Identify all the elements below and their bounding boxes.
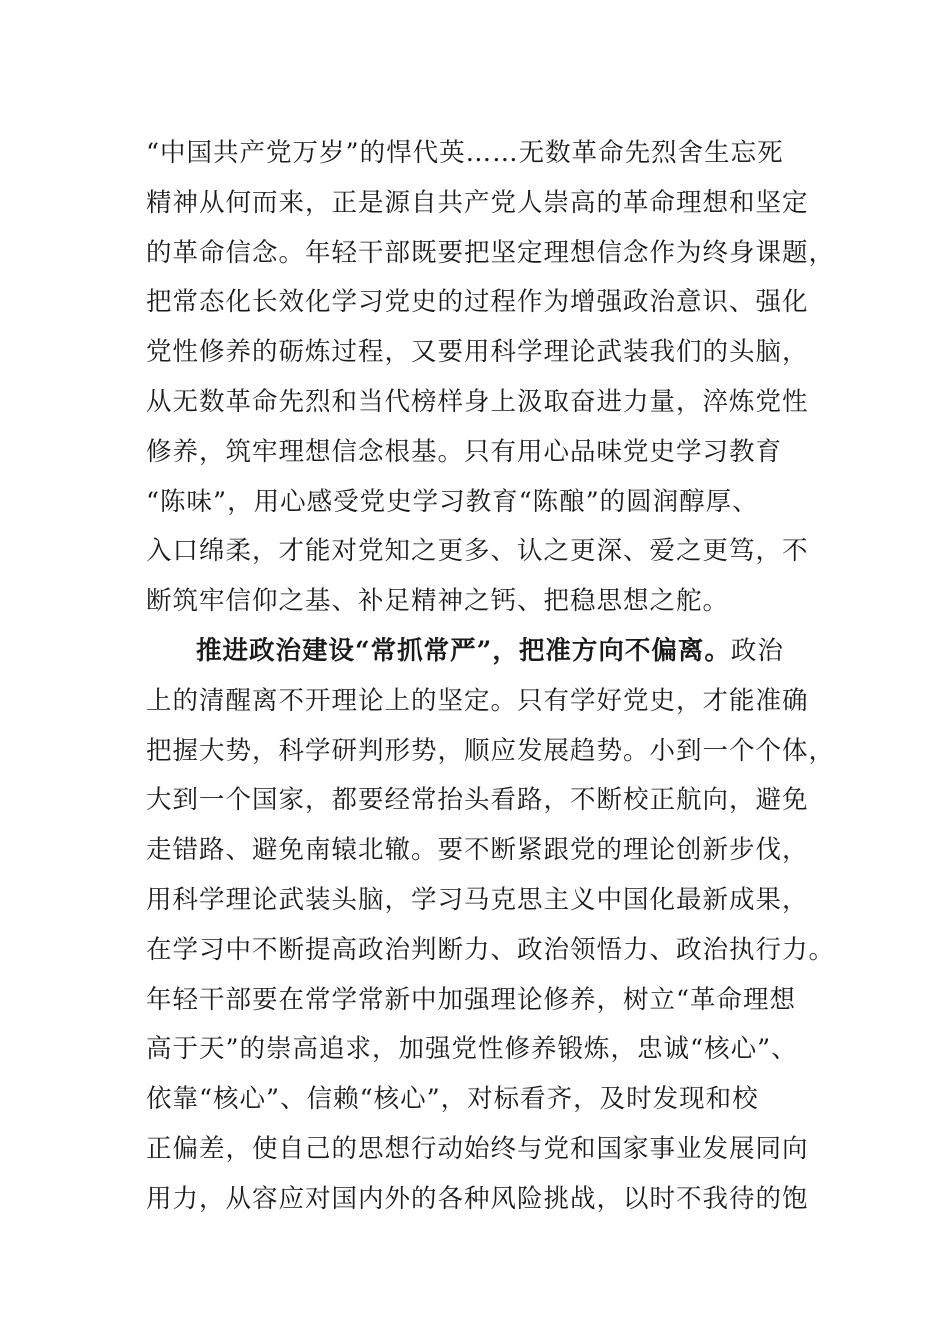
text-line: 用力，从容应对国内外的各种风险挑战，以时不我待的饱 bbox=[146, 1183, 809, 1214]
text-line: 正偏差，使自己的思想行动始终与党和国家事业发展同向 bbox=[146, 1133, 809, 1164]
text-line: 精神从何而来，正是源自共产党人崇高的革命理想和坚定 bbox=[146, 187, 809, 218]
text-line: 年轻干部要在常学常新中加强理论修养，树立“革命理想 bbox=[146, 984, 797, 1015]
text-line: 上的清醒离不开理论上的坚定。只有学好党史，才能准确 bbox=[146, 685, 809, 716]
section-heading: 推进政治建设“常抓常严”，把准方向不偏离。 bbox=[196, 635, 731, 666]
text-line: 党性修养的砺炼过程，又要用科学理论武装我们的头脑， bbox=[146, 337, 809, 368]
text-line: 把握大势，科学研判形势，顺应发展趋势。小到一个个体， bbox=[146, 735, 836, 766]
text-line: 依靠“核心”、信赖“核心”，对标看齐，及时发现和校 bbox=[146, 1084, 759, 1115]
text-line: 的革命信念。年轻干部既要把坚定理想信念作为终身课题， bbox=[146, 237, 836, 268]
text-line: 修养，筑牢理想信念根基。只有用心品味党史学习教育 bbox=[146, 436, 783, 467]
body-text bbox=[146, 129, 836, 1225]
text-line: “陈味”，用心感受党史学习教育“陈酿”的圆润醇厚、 bbox=[146, 486, 759, 517]
text-line: 用科学理论武装头脑，学习马克思主义中国化最新成果， bbox=[146, 884, 809, 915]
text-line: 在学习中不断提高政治判断力、政治领悟力、政治执行力。 bbox=[146, 934, 836, 965]
text-line: 走错路、避免南辕北辙。要不断紧跟党的理论创新步伐， bbox=[146, 835, 809, 866]
text-line: 入口绵柔，才能对党知之更多、认之更深、爱之更笃，不 bbox=[146, 536, 809, 567]
text-line: “中国共产党万岁”的悍代英……无数革命先烈舍生忘死 bbox=[146, 138, 784, 168]
text-line: 断筑牢信仰之基、补足精神之钙、把稳思想之舵。 bbox=[146, 586, 730, 617]
text-line: 大到一个国家，都要经常抬头看路，不断校正航向，避免 bbox=[146, 785, 809, 816]
section-heading-line bbox=[146, 627, 826, 677]
text-line: 高于天”的崇高追求，加强党性修养锻炼，忠诚“核心”、 bbox=[146, 1034, 798, 1065]
text-run: 政治 bbox=[730, 635, 784, 666]
text-line: 把常态化长效化学习党史的过程作为增强政治意识、强化 bbox=[146, 287, 809, 318]
text-line: 从无数革命先烈和当代榜样身上汲取奋进力量，淬炼党性 bbox=[146, 386, 809, 417]
